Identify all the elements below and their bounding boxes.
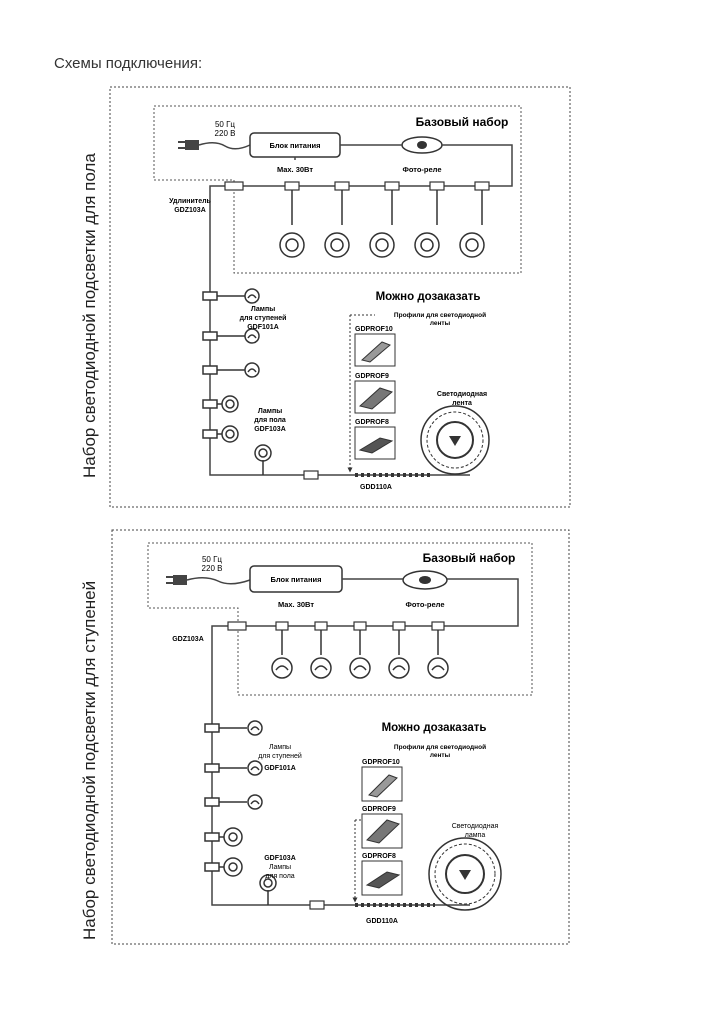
power-freq-2: 50 Гц [201, 555, 223, 564]
floor-lamps-2 [205, 828, 276, 905]
diagram-2 [112, 530, 569, 944]
order-more-title-2: Можно дозаказать [381, 722, 487, 734]
psu-label: Блок питания [269, 141, 321, 150]
profile-3-label-2: GDPROF8 [362, 853, 396, 860]
led-strip-label-2b: лампа [464, 832, 486, 839]
floor-lamps-label-3: GDF103A [254, 426, 286, 433]
power-voltage-2: 220 В [201, 564, 223, 573]
psu-label-2: Блок питания [270, 575, 322, 584]
bottom-connector [304, 471, 318, 479]
diagram-2-side-title: Набор светодиодной подсветки для ступеней [80, 580, 99, 940]
base-kit-title: Базовый набор [415, 115, 509, 129]
base-floor-lamps [280, 190, 484, 257]
order-more-title: Можно дозаказать [375, 291, 481, 303]
profile-1-label-2: GDPROF10 [362, 759, 400, 766]
step-lamps-label-2: для ступеней [239, 315, 287, 322]
extender-label-1: Удлинитель [169, 198, 211, 205]
profiles-title-2b: ленты [429, 752, 451, 759]
plug-icon [178, 140, 250, 150]
power-freq: 50 Гц [214, 120, 236, 129]
extender-label-2b: GDZ103A [172, 636, 204, 643]
diagram-1 [110, 87, 570, 507]
step-lamps [203, 289, 259, 377]
connector-label: GDD110A [360, 484, 392, 491]
photo-relay-label: Фото-реле [402, 165, 442, 174]
psu-max-2: Max. 30Вт [277, 600, 315, 609]
step-lamps-2 [205, 721, 262, 809]
plug-icon-2 [166, 575, 250, 585]
profile-2-label: GDPROF9 [355, 373, 389, 380]
profiles-title-1b: Профили для светодиодной [393, 744, 487, 751]
base-step-lamps [272, 630, 448, 678]
profile-1-label: GDPROF10 [355, 326, 393, 333]
photo-relay-icon [402, 137, 442, 153]
floor-lamps-label-1b: GDF103A [264, 855, 296, 862]
step-lamps-label-2b: для ступеней [258, 753, 302, 760]
led-strip-reel-icon [421, 406, 489, 474]
profiles-title-1: Профили для светодиодной [393, 312, 487, 319]
led-strip-label-1b: Светодиодная [451, 823, 499, 830]
extender-label-2: GDZ103A [174, 207, 206, 214]
led-strip-reel-icon-2 [429, 838, 501, 910]
step-lamps-label-3: GDF101A [247, 324, 279, 331]
profile-2-label-2: GDPROF9 [362, 806, 396, 813]
diagram-1-side-title: Набор светодиодной подсветки для пола [80, 153, 99, 478]
photo-relay-icon-2 [403, 571, 447, 589]
power-voltage: 220 В [214, 129, 236, 138]
floor-lamps-label-2: для пола [254, 417, 286, 424]
step-lamps-label-1b: Лампы [268, 744, 292, 751]
base-kit-title-2: Базовый набор [422, 551, 516, 565]
page-title: Схемы подключения: [54, 55, 203, 72]
profiles-title-2: ленты [429, 320, 451, 327]
connector-label-2: GDD110A [366, 918, 398, 925]
bottom-connector-2 [310, 901, 324, 909]
floor-lamps-label-1: Лампы [257, 408, 283, 415]
photo-relay-label-2: Фото-реле [405, 600, 445, 609]
step-lamps-label-1: Лампы [250, 306, 276, 313]
psu-max: Max. 30Вт [276, 165, 314, 174]
led-strip-label-1: Светодиодная [436, 391, 488, 398]
floor-lamps-label-2b: Лампы [268, 864, 292, 871]
floor-lamps-label-3b: для пола [265, 873, 295, 880]
profile-3-label: GDPROF8 [355, 419, 389, 426]
step-lamps-label-3b: GDF101A [264, 765, 296, 772]
led-strip-label-2: лента [452, 400, 472, 407]
